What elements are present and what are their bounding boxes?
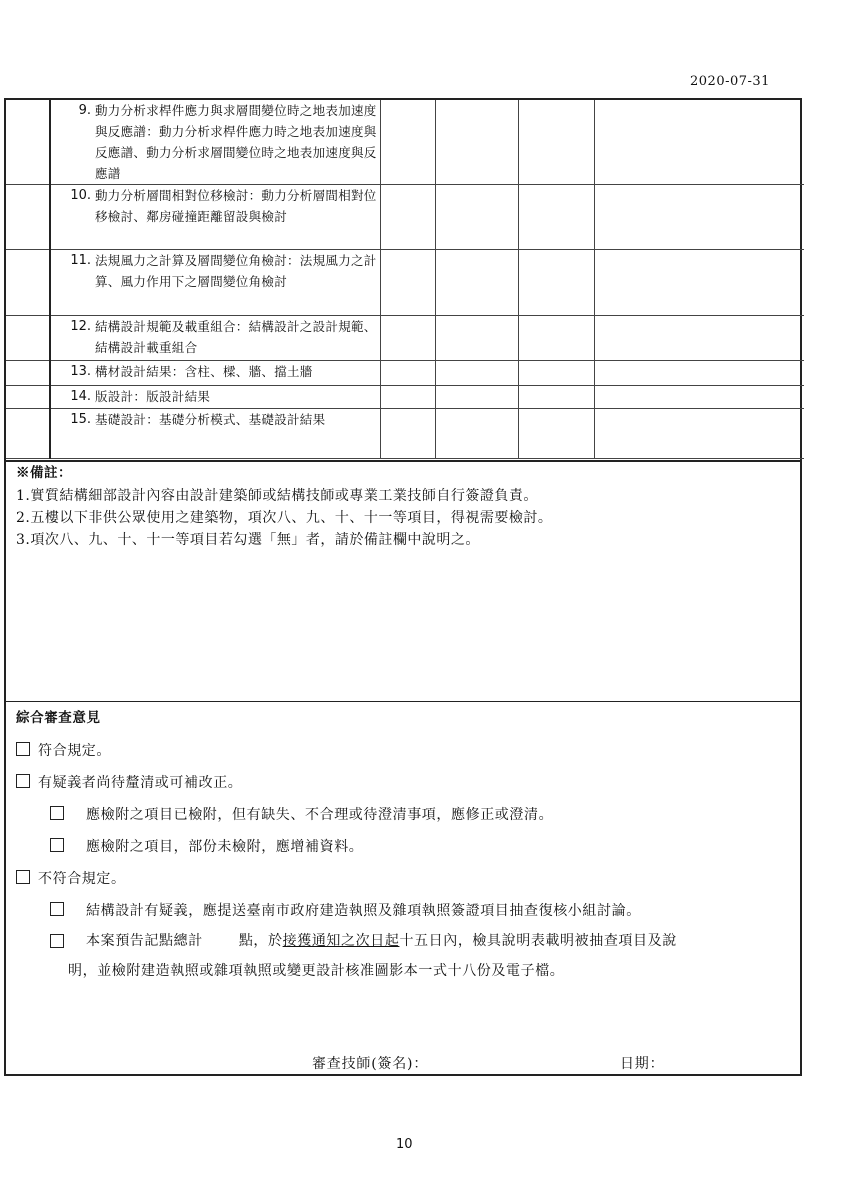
review-title: 綜合審查意見 (16, 710, 101, 726)
option-doubt (16, 772, 786, 804)
note-item: 1.實質結構細部設計內容由設計建築師或結構技師或專業工業技師自行簽證負責。 (16, 488, 538, 504)
checkbox-noncomply-a[interactable] (50, 902, 64, 916)
check-cell[interactable] (380, 409, 435, 459)
option-label: 點，於 (238, 933, 283, 949)
item-text: 構材設計結果：含柱、樑、牆、擋土牆 (95, 364, 313, 379)
check-cell[interactable] (380, 316, 435, 361)
option-label: 明，並檢附建造執照或雜項執照或變更設計核准圖影本一式十八份及電子檔。 (68, 963, 565, 979)
checklist-table (6, 100, 804, 459)
check-cell[interactable] (380, 361, 435, 386)
check-cell[interactable] (435, 316, 518, 361)
check-cell[interactable] (435, 100, 518, 185)
table-row (6, 100, 804, 185)
check-cell[interactable] (380, 185, 435, 250)
remark-cell[interactable] (594, 250, 804, 316)
remark-cell[interactable] (594, 386, 804, 409)
check-cell[interactable] (435, 361, 518, 386)
checkbox-doubt-a[interactable] (50, 806, 64, 820)
item-number: 14. (70, 389, 91, 404)
item-text: 法規風力之計算及層間變位角檢討：法規風力之計算、風力作用下之層間變位角檢討 (95, 253, 377, 289)
notes-title: ※備註： (16, 465, 72, 481)
table-row (6, 409, 804, 459)
check-cell[interactable] (518, 250, 594, 316)
check-cell[interactable] (518, 409, 594, 459)
item-number: 13. (70, 364, 91, 379)
remark-cell[interactable] (594, 100, 804, 185)
item-text: 結構設計規範及載重組合：結構設計之設計規範、結構設計載重組合 (95, 319, 377, 355)
check-cell[interactable] (518, 386, 594, 409)
option-label: 應檢附之項目已檢附，但有缺失、不合理或待澄清事項，應修正或澄清。 (86, 807, 554, 823)
check-cell[interactable] (380, 250, 435, 316)
item-number: 12. (70, 319, 91, 334)
option-label: 有疑義者尚待釐清或可補改正。 (38, 775, 243, 791)
check-cell[interactable] (435, 386, 518, 409)
check-cell[interactable] (518, 185, 594, 250)
remark-cell[interactable] (594, 409, 804, 459)
option-label: 結構設計有疑義，應提送臺南市政府建造執照及雜項執照簽證項目抽查復核小組討論。 (86, 903, 641, 919)
page-date: 2020-07-31 (690, 74, 770, 89)
remark-cell[interactable] (594, 185, 804, 250)
underlined-text: 接獲通知之次日起 (282, 933, 400, 949)
item-text: 動力分析求桿件應力與求層間變位時之地表加速度與反應譜：動力分析求桿件應力時之地表加速度與反應譜、動力分析求層間變位時之地表加速度與反應譜 (95, 103, 377, 181)
remark-cell[interactable] (594, 316, 804, 361)
date-label: 日期： (620, 1056, 665, 1072)
review-divider (4, 701, 802, 702)
table-row (6, 185, 804, 250)
reviewer-signature-label: 審查技師(簽名)： (312, 1056, 429, 1072)
check-cell[interactable] (518, 100, 594, 185)
note-item: 3.項次八、九、十、十一等項目若勾選「無」者，請於備註欄中說明之。 (16, 532, 480, 548)
table-row (6, 250, 804, 316)
table-row (6, 316, 804, 361)
checkbox-comply[interactable] (16, 742, 30, 756)
note-item: 2.五樓以下非供公眾使用之建築物，項次八、九、十、十一等項目，得視需要檢討。 (16, 510, 553, 526)
notes-section (16, 462, 552, 551)
option-doubt-b (16, 836, 786, 868)
item-number: 11. (70, 253, 91, 268)
option-label: 應檢附之項目，部份未檢附，應增補資料。 (86, 839, 364, 855)
option-noncomply (16, 868, 786, 900)
check-cell[interactable] (435, 409, 518, 459)
option-comply (16, 740, 786, 772)
page-number: 10 (396, 1137, 413, 1152)
check-cell[interactable] (380, 386, 435, 409)
table-row (6, 361, 804, 386)
checkbox-noncomply-b[interactable] (50, 934, 64, 948)
check-cell[interactable] (435, 250, 518, 316)
item-text: 版設計：版設計結果 (95, 389, 211, 404)
remark-cell[interactable] (594, 361, 804, 386)
check-cell[interactable] (518, 316, 594, 361)
item-number: 10. (70, 188, 91, 203)
option-label: 符合規定。 (38, 743, 111, 759)
checkbox-doubt[interactable] (16, 774, 30, 788)
item-number: 9. (78, 103, 91, 118)
review-section (16, 706, 786, 994)
option-label: 十五日內，檢具說明表載明被抽查項目及說 (399, 933, 677, 949)
check-cell[interactable] (518, 361, 594, 386)
check-cell[interactable] (380, 100, 435, 185)
check-cell[interactable] (435, 185, 518, 250)
option-label: 本案預告記點總計 (86, 933, 203, 949)
item-text: 動力分析層間相對位移檢討：動力分析層間相對位移檢討、鄰房碰撞距離留設與檢討 (95, 188, 377, 224)
item-text: 基礎設計：基礎分析模式、基礎設計結果 (95, 412, 326, 427)
option-doubt-a (16, 804, 786, 836)
option-label: 不符合規定。 (38, 871, 126, 887)
checkbox-doubt-b[interactable] (50, 838, 64, 852)
option-noncomply-b (16, 932, 786, 994)
checkbox-noncomply[interactable] (16, 870, 30, 884)
table-row (6, 386, 804, 409)
item-number: 15. (70, 412, 91, 427)
